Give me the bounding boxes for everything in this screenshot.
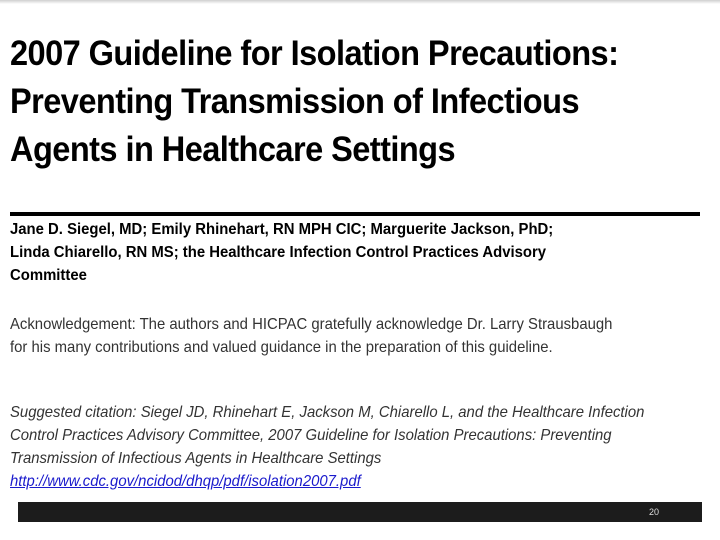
author-line: Linda Chiarello, RN MS; the Healthcare Infection Control Practices Advisory [10,244,547,261]
footer-bar [18,502,702,522]
citation-line: Suggested citation: Siegel JD, Rhinehart E, Jackson M, Chiarello L, and the Healthcare Infection [10,404,645,421]
acknowledgement-line: Acknowledgement: The authors and HICPAC gratefully acknowledge Dr. Larry Strausbaugh [10,316,613,333]
top-edge-shadow [0,0,720,4]
suggested-citation [10,401,666,493]
citation-line: Transmission of Infectious Agents in Healthcare Settings [10,450,382,467]
author-list [10,218,666,287]
citation-line: Control Practices Advisory Committee, 2007 Guideline for Isolation Precautions: Preventing [10,427,612,444]
author-line: Jane D. Siegel, MD; Emily Rhinehart, RN MPH CIC; Marguerite Jackson, PhD; [10,221,554,238]
citation-link[interactable]: http://www.cdc.gov/ncidod/dhqp/pdf/isolation2007.pdf [10,473,361,490]
page-number: 20 [648,507,659,517]
acknowledgement-line: for his many contributions and valued guidance in the preparation of this guideline. [10,339,553,356]
title-divider [10,212,700,216]
author-line: Committee [10,267,87,284]
slide-title [10,30,666,174]
acknowledgement [10,313,666,359]
title-line: 2007 Guideline for Isolation Precautions: [10,34,619,73]
title-line: Preventing Transmission of Infectious [10,82,580,121]
title-line: Agents in Healthcare Settings [10,130,456,169]
